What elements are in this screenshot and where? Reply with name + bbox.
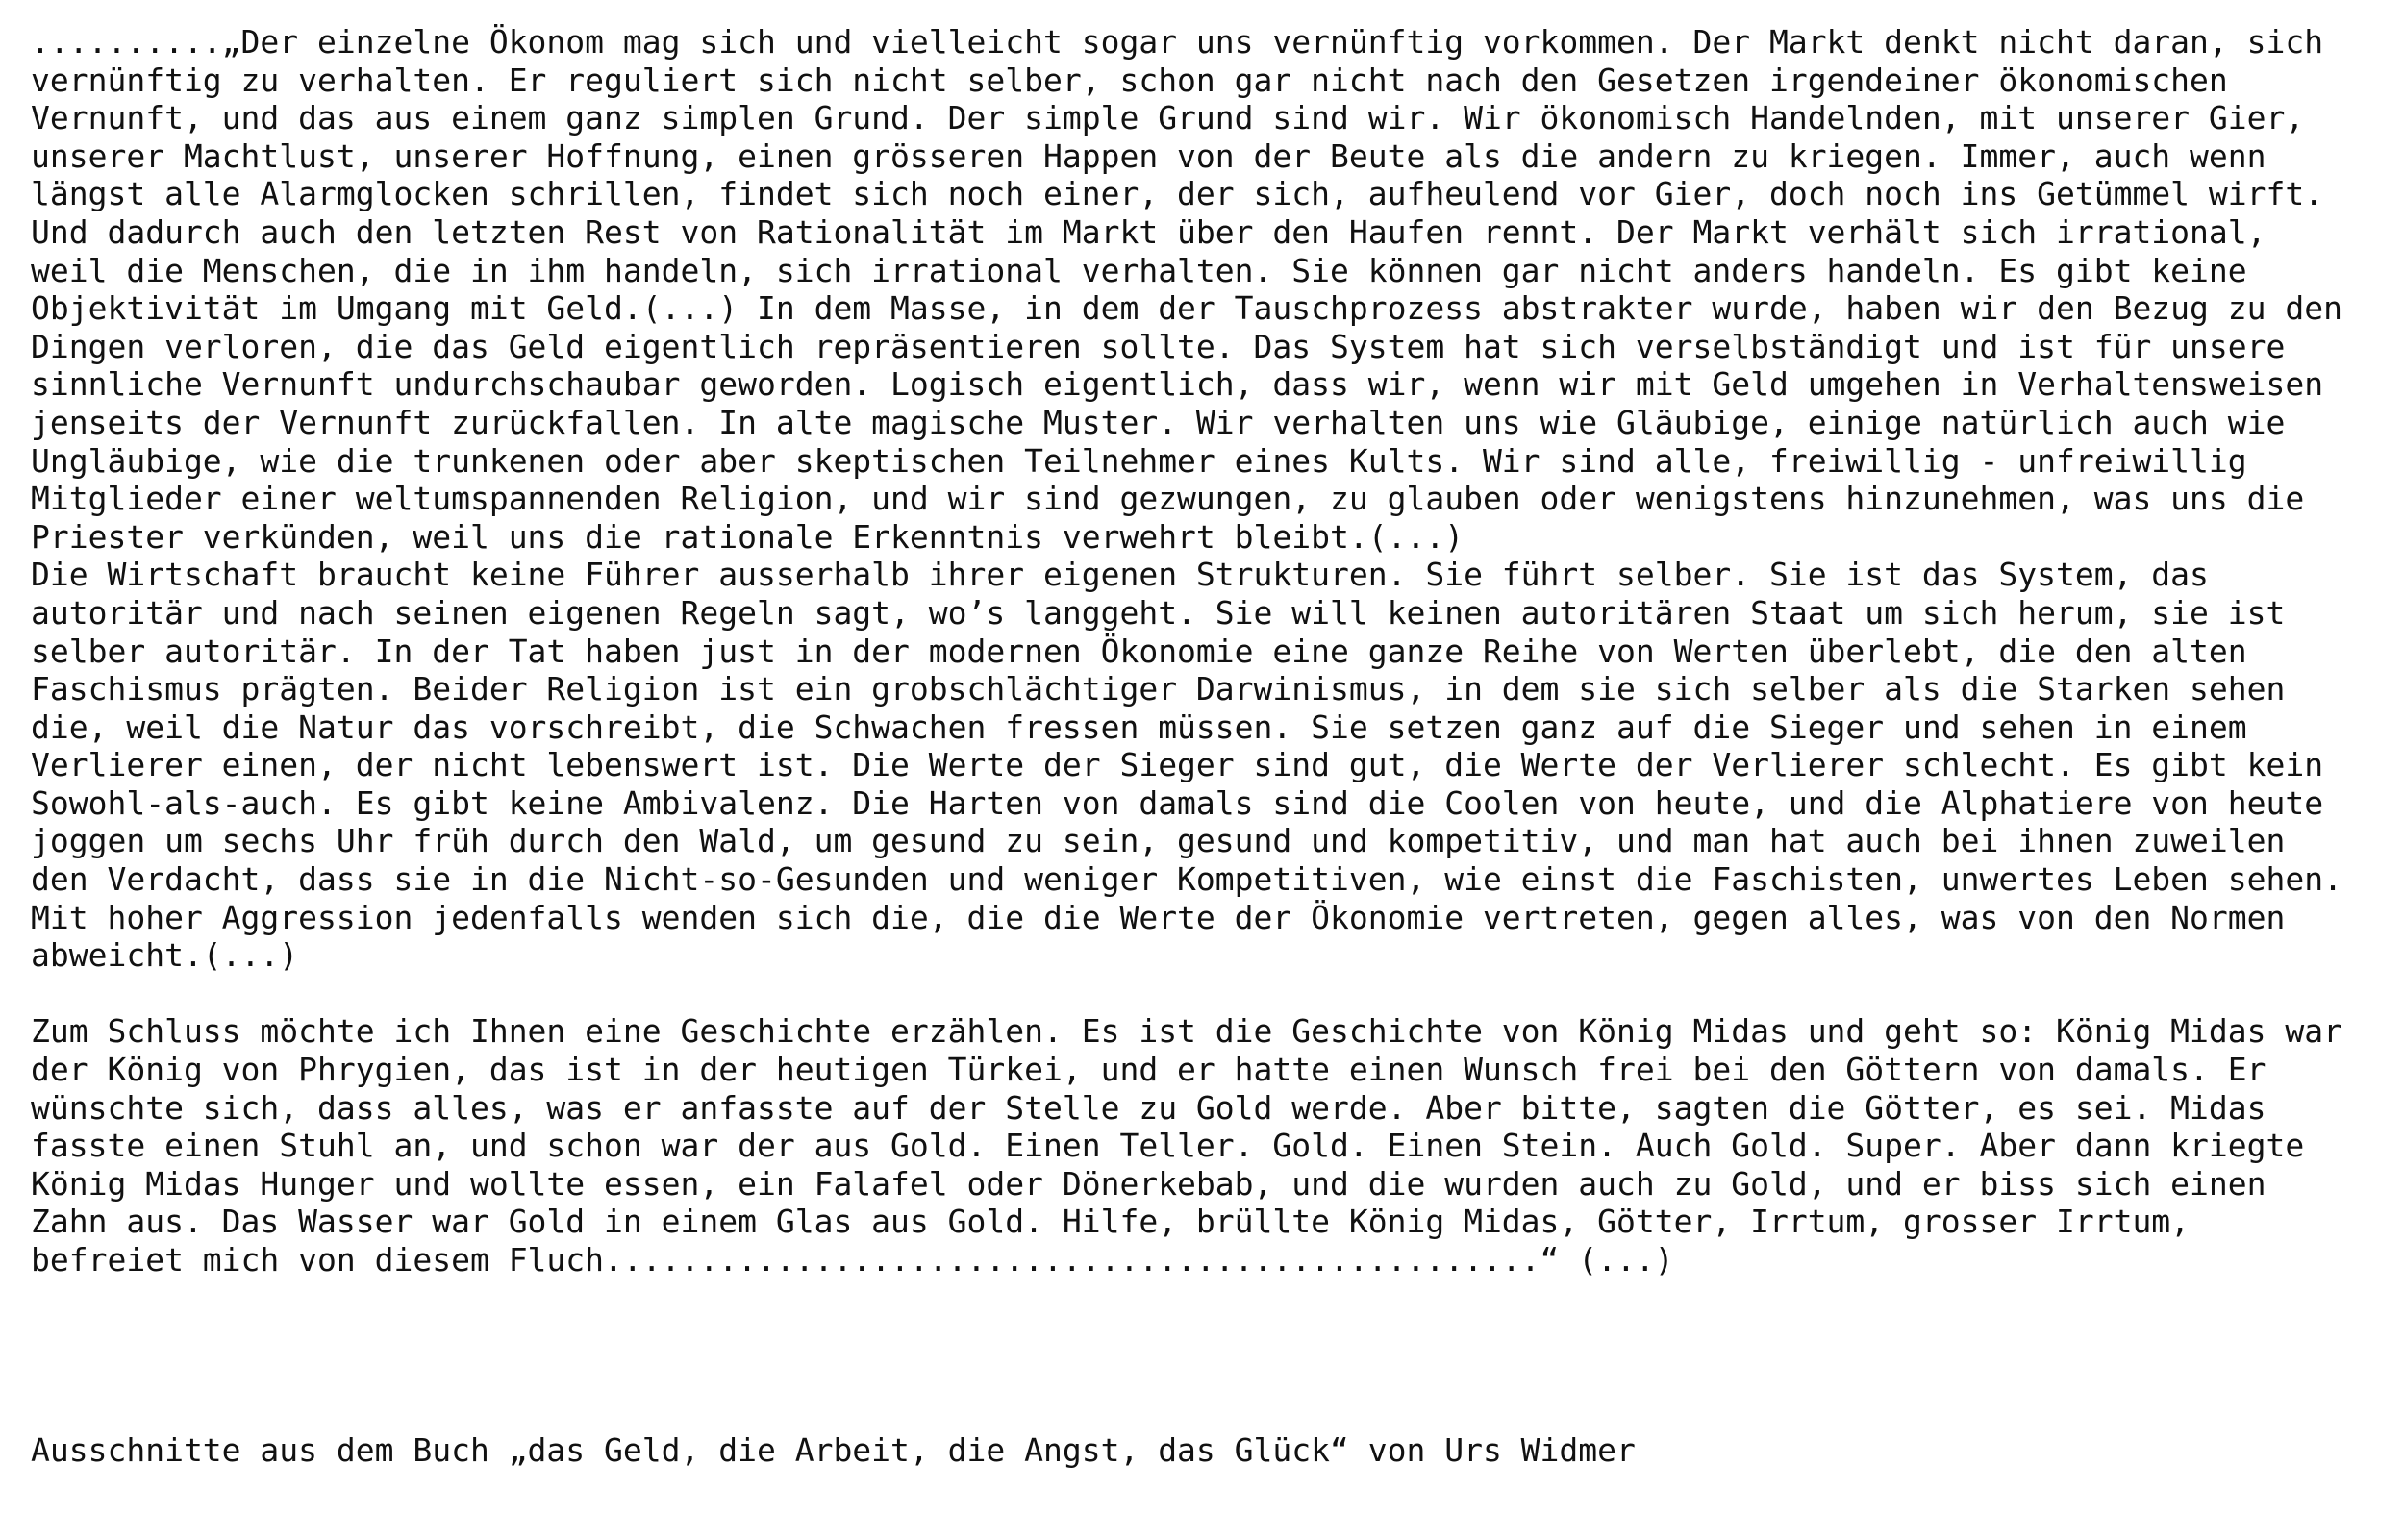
text-line: ..........„Der einzelne Ökonom mag sich und vielleicht sogar uns vernünftig vorkommen. Der Markt denkt nicht daran, sich [31,23,2324,61]
text-line: weil die Menschen, die in ihm handeln, sich irrational verhalten. Sie können gar nicht anders handeln. Es gibt keine [31,251,2247,289]
text-line: Ungläubige, wie die trunkenen oder aber skeptischen Teilnehmer eines Kults. Wir sind alle, freiwillig - unfreiwillig [31,441,2247,480]
text-line: Zum Schluss möchte ich Ihnen eine Geschichte erzählen. Es ist die Geschichte von König Midas und geht so: König Midas war [31,1012,2342,1051]
text-line: der König von Phrygien, das ist in der heutigen Türkei, und er hatte einen Wunsch frei bei den Göttern von damals. Er [31,1051,2266,1089]
text-line: jenseits der Vernunft zurückfallen. In alte magische Muster. Wir verhalten uns wie Gläubige, einige natürlich auch wie [31,403,2286,441]
text-line: befreiet mich von diesem Fluch.................................................“ (...) [31,1241,1674,1279]
text-line: den Verdacht, dass sie in die Nicht-so-Gesunden und weniger Kompetitiven, wie einst die Faschisten, unwertes Leben sehen. [31,860,2342,899]
text-line: sinnliche Vernunft undurchschaubar geworden. Logisch eigentlich, dass wir, wenn wir mit Geld umgehen in Verhaltensweisen [31,365,2324,404]
text-line: Priester verkünden, weil uns die rationale Erkenntnis verwehrt bleibt.(...) [31,517,1465,556]
text-line: Faschismus prägten. Beider Religion ist ein grobschlächtiger Darwinismus, in dem sie sich selber als die Starken sehen [31,670,2286,708]
text-line: Und dadurch auch den letzten Rest von Rationalität im Markt über den Haufen rennt. Der Markt verhält sich irrational, [31,212,2266,251]
text-line: längst alle Alarmglocken schrillen, findet sich noch einer, der sich, aufheulend vor Gier, doch noch ins Getümmel wirft. [31,175,2324,213]
paragraph-markets-irrational [31,23,2396,556]
text-line: Die Wirtschaft braucht keine Führer ausserhalb ihrer eigenen Strukturen. Sie führt selber. Sie ist das System, das [31,556,2209,594]
text-line: Dingen verloren, die das Geld eigentlich repräsentieren sollte. Das System hat sich verselbständigt und ist für unsere [31,327,2286,365]
text-line: vernünftig zu verhalten. Er reguliert sich nicht selber, schon gar nicht nach den Gesetzen irgendeiner ökonomischen [31,61,2228,99]
text-line: Objektivität im Umgang mit Geld.(...) In dem Masse, in dem der Tauschprozess abstrakter wurde, haben wir den Bezug zu den [31,289,2342,328]
text-line: joggen um sechs Uhr früh durch den Wald, um gesund zu sein, gesund und kompetitiv, und man hat auch bei ihnen zuweilen [31,822,2286,860]
text-line: Sowohl-als-auch. Es gibt keine Ambivalenz. Die Harten von damals sind die Coolen von heute, und die Alphatiere von heute [31,783,2324,822]
text-line: Mitglieder einer weltumspannenden Religion, und wir sind gezwungen, zu glauben oder wenigstens hinzunehmen, was uns die [31,480,2305,518]
source-citation: Ausschnitte aus dem Buch „das Geld, die Arbeit, die Angst, das Glück“ von Urs Widmer [31,1430,1636,1469]
text-line: König Midas Hunger und wollte essen, ein Falafel oder Dönerkebab, und die wurden auch zu Gold, und er biss sich einen [31,1164,2266,1203]
text-line: fasste einen Stuhl an, und schon war der aus Gold. Einen Teller. Gold. Einen Stein. Auch Gold. Super. Aber dann kriegte [31,1127,2305,1165]
section-spacer [31,1279,2396,1431]
paragraph-economy-authority [31,556,2396,975]
text-line: unserer Machtlust, unserer Hoffnung, einen grösseren Happen von der Beute als die andern zu kriegen. Immer, auch wenn [31,137,2266,175]
paragraph-spacer [31,975,2396,1013]
text-line: Verlierer einen, der nicht lebenswert ist. Die Werte der Sieger sind gut, die Werte der Verlierer schlecht. Es gibt kein [31,746,2324,784]
text-line: Mit hoher Aggression jedenfalls wenden sich die, die die Werte der Ökonomie vertreten, gegen alles, was von den Normen [31,898,2286,936]
text-line: wünschte sich, dass alles, was er anfasste auf der Stelle zu Gold werde. Aber bitte, sagten die Götter, es sei. Midas [31,1088,2266,1127]
paragraph-king-midas [31,1012,2396,1279]
document-page [31,23,2396,1469]
text-line: die, weil die Natur das vorschreibt, die Schwachen fressen müssen. Sie setzen ganz auf die Sieger und sehen in einem [31,708,2247,746]
text-line: abweicht.(...) [31,936,299,975]
text-line: autoritär und nach seinen eigenen Regeln sagt, wo’s langgeht. Sie will keinen autoritären Staat um sich herum, sie ist [31,593,2286,632]
text-line: selber autoritär. In der Tat haben just in der modernen Ökonomie eine ganze Reihe von Werten überlebt, die den alten [31,632,2247,670]
text-line: Vernunft, und das aus einem ganz simplen Grund. Der simple Grund sind wir. Wir ökonomisch Handelnden, mit unserer Gier, [31,99,2305,137]
text-line: Zahn aus. Das Wasser war Gold in einem Glas aus Gold. Hilfe, brüllte König Midas, Götter, Irrtum, grosser Irrtum, [31,1203,2191,1241]
